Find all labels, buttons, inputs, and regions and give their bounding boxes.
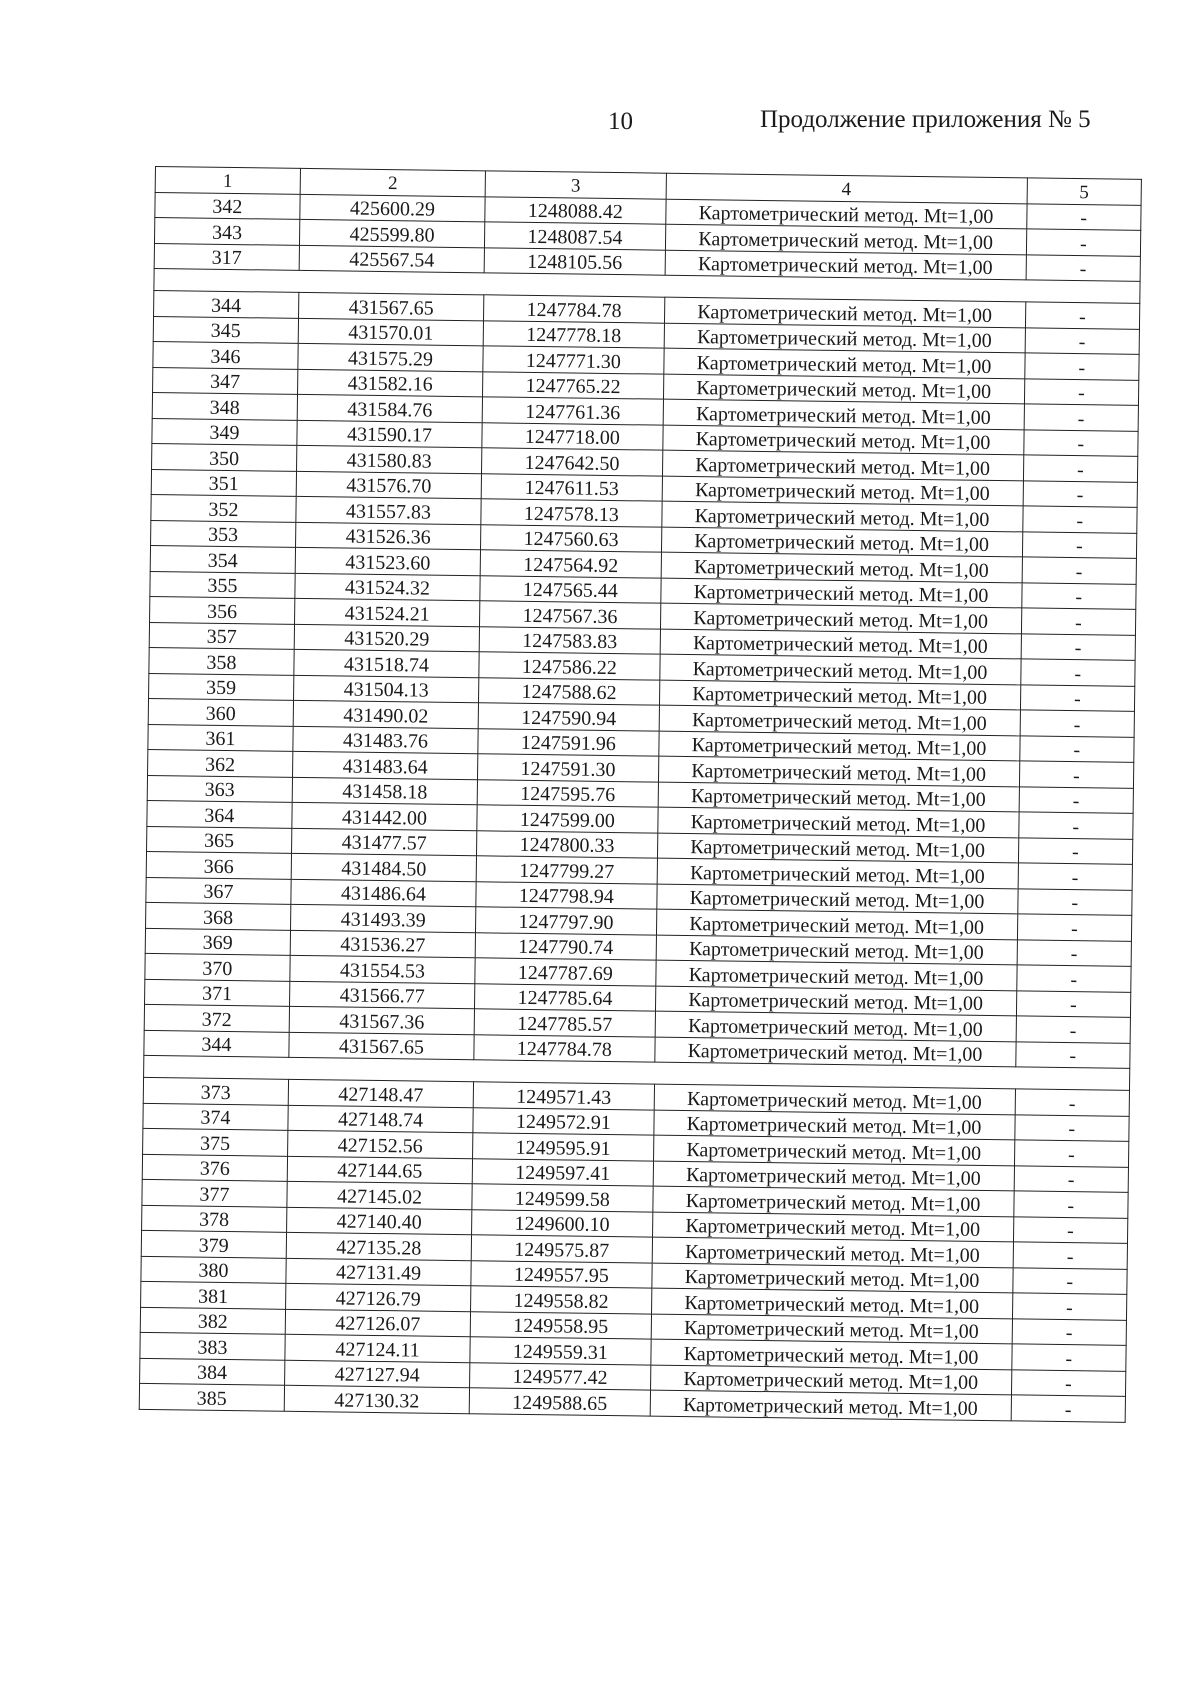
column-header-4: 4 (666, 173, 1027, 203)
x-coordinate-cell: 431590.17 (297, 420, 483, 448)
point-number-cell: 354 (150, 545, 295, 572)
description-cell: - (1013, 1242, 1128, 1269)
x-coordinate-cell: 427145.02 (287, 1181, 473, 1209)
y-coordinate-cell: 1247586.22 (479, 652, 660, 680)
description-cell: - (1021, 582, 1136, 609)
description-cell: - (1014, 1114, 1129, 1141)
method-cell: Картометрический метод. Mt=1,00 (662, 450, 1023, 480)
y-coordinate-cell: 1248088.42 (485, 196, 666, 224)
description-cell: - (1023, 455, 1138, 482)
y-coordinate-cell: 1247599.00 (477, 805, 658, 833)
method-cell: Картометрический метод. Mt=1,00 (655, 960, 1016, 990)
description-cell: - (1014, 1140, 1129, 1167)
point-number-cell: 348 (152, 392, 297, 419)
point-number-cell: 382 (140, 1307, 285, 1334)
x-coordinate-cell: 431584.76 (297, 394, 483, 422)
x-coordinate-cell: 425600.29 (300, 194, 486, 222)
description-cell: - (1025, 302, 1140, 329)
column-header-5: 5 (1027, 178, 1142, 205)
description-cell: - (1022, 506, 1137, 533)
point-number-cell: 365 (147, 826, 292, 853)
y-coordinate-cell: 1247784.78 (484, 295, 665, 323)
coordinates-table (139, 166, 1142, 1422)
method-cell: Картометрический метод. Mt=1,00 (657, 807, 1018, 837)
method-cell: Картометрический метод. Mt=1,00 (660, 603, 1021, 633)
description-cell: - (1024, 353, 1139, 380)
point-number-cell: 353 (151, 520, 296, 547)
x-coordinate-cell: 427144.65 (287, 1156, 473, 1184)
point-number-cell: 384 (140, 1358, 285, 1385)
point-number-cell: 358 (149, 647, 294, 674)
point-number-cell: 351 (151, 469, 296, 496)
description-cell: - (1016, 1016, 1131, 1043)
method-cell: Картометрический метод. Mt=1,00 (659, 680, 1020, 710)
point-number-cell: 357 (149, 622, 294, 649)
table-body (139, 192, 1141, 1422)
y-coordinate-cell: 1247611.53 (481, 473, 662, 501)
description-cell: - (1022, 557, 1137, 584)
x-coordinate-cell: 431518.74 (294, 649, 480, 677)
description-cell: - (1026, 203, 1141, 230)
x-coordinate-cell: 431567.65 (289, 1032, 475, 1060)
y-coordinate-cell: 1248087.54 (485, 222, 666, 250)
x-coordinate-cell: 425599.80 (299, 219, 485, 247)
point-number-cell: 346 (153, 341, 298, 368)
x-coordinate-cell: 431582.16 (297, 369, 483, 397)
description-cell: - (1011, 1344, 1126, 1371)
description-cell: - (1018, 837, 1133, 864)
y-coordinate-cell: 1247785.64 (475, 983, 656, 1011)
description-cell: - (1018, 812, 1133, 839)
method-cell: Картометрический метод. Mt=1,00 (651, 1314, 1012, 1344)
x-coordinate-cell: 427126.07 (285, 1309, 471, 1337)
x-coordinate-cell: 427152.56 (287, 1130, 473, 1158)
description-cell: - (1019, 761, 1134, 788)
y-coordinate-cell: 1247590.94 (478, 703, 659, 731)
description-cell: - (1021, 633, 1136, 660)
x-coordinate-cell: 431523.60 (295, 547, 481, 575)
x-coordinate-cell: 431486.64 (291, 879, 477, 907)
description-cell: - (1018, 863, 1133, 890)
point-number-cell: 366 (146, 851, 291, 878)
x-coordinate-cell: 431567.65 (298, 292, 484, 320)
x-coordinate-cell: 431554.53 (290, 955, 476, 983)
x-coordinate-cell: 427135.28 (286, 1232, 472, 1260)
description-cell: - (1023, 429, 1138, 456)
x-coordinate-cell: 431557.83 (296, 496, 482, 524)
method-cell: Картометрический метод. Mt=1,00 (660, 578, 1021, 608)
description-cell: - (1012, 1318, 1127, 1345)
x-coordinate-cell: 431580.83 (296, 445, 482, 473)
column-header-2: 2 (300, 168, 486, 196)
point-number-cell: 343 (154, 218, 299, 245)
x-coordinate-cell: 431493.39 (290, 904, 476, 932)
y-coordinate-cell: 1249575.87 (471, 1235, 652, 1263)
description-cell: - (1019, 786, 1134, 813)
point-number-cell: 368 (146, 902, 291, 929)
point-number-cell: 379 (141, 1230, 286, 1257)
point-number-cell: 371 (145, 979, 290, 1006)
x-coordinate-cell: 431570.01 (298, 318, 484, 346)
point-number-cell: 385 (139, 1383, 284, 1410)
x-coordinate-cell: 431524.21 (294, 598, 480, 626)
method-cell: Картометрический метод. Mt=1,00 (663, 348, 1024, 378)
point-number-cell: 364 (147, 800, 292, 827)
x-coordinate-cell: 431483.76 (293, 726, 479, 754)
method-cell: Картометрический метод. Mt=1,00 (664, 323, 1025, 353)
y-coordinate-cell: 1247785.57 (474, 1009, 655, 1037)
point-number-cell: 349 (152, 418, 297, 445)
y-coordinate-cell: 1247567.36 (480, 601, 661, 629)
y-coordinate-cell: 1247565.44 (480, 575, 661, 603)
y-coordinate-cell: 1247718.00 (482, 422, 663, 450)
method-cell: Картометрический метод. Mt=1,00 (659, 705, 1020, 735)
x-coordinate-cell: 431490.02 (293, 700, 479, 728)
x-coordinate-cell: 431520.29 (294, 624, 480, 652)
method-cell: Картометрический метод. Mt=1,00 (661, 501, 1022, 531)
method-cell: Картометрический метод. Mt=1,00 (663, 399, 1024, 429)
x-coordinate-cell: 427140.40 (286, 1207, 472, 1235)
column-header-1: 1 (155, 167, 300, 194)
method-cell: Картометрический метод. Mt=1,00 (658, 731, 1019, 761)
x-coordinate-cell: 427130.32 (284, 1385, 470, 1413)
method-cell: Картометрический метод. Mt=1,00 (663, 374, 1024, 404)
point-number-cell: 363 (147, 775, 292, 802)
description-cell: - (1012, 1293, 1127, 1320)
method-cell: Картометрический метод. Mt=1,00 (650, 1365, 1011, 1395)
y-coordinate-cell: 1247564.92 (480, 550, 661, 578)
method-cell: Картометрический метод. Mt=1,00 (662, 425, 1023, 455)
description-cell: - (1015, 1041, 1130, 1068)
method-cell: Картометрический метод. Mt=1,00 (660, 629, 1021, 659)
method-cell: Картометрический метод. Mt=1,00 (658, 782, 1019, 812)
x-coordinate-cell: 425567.54 (299, 245, 485, 273)
x-coordinate-cell: 427148.47 (288, 1079, 474, 1107)
description-cell: - (1011, 1369, 1126, 1396)
method-cell: Картометрический метод. Mt=1,00 (665, 199, 1026, 229)
y-coordinate-cell: 1247588.62 (479, 677, 660, 705)
description-cell: - (1015, 1089, 1130, 1116)
method-cell: Картометрический метод. Mt=1,00 (652, 1186, 1013, 1216)
y-coordinate-cell: 1247787.69 (475, 958, 656, 986)
point-number-cell: 355 (150, 571, 295, 598)
y-coordinate-cell: 1247797.90 (476, 907, 657, 935)
y-coordinate-cell: 1247578.13 (481, 499, 662, 527)
description-cell: - (1011, 1395, 1126, 1422)
method-cell: Картометрический метод. Mt=1,00 (665, 250, 1026, 280)
method-cell: Картометрический метод. Mt=1,00 (654, 1037, 1015, 1067)
point-number-cell: 372 (144, 1004, 289, 1031)
description-cell: - (1013, 1191, 1128, 1218)
description-cell: - (1020, 659, 1135, 686)
method-cell: Картометрический метод. Mt=1,00 (655, 1011, 1016, 1041)
method-cell: Картометрический метод. Mt=1,00 (656, 935, 1017, 965)
method-cell: Картометрический метод. Mt=1,00 (654, 1084, 1015, 1114)
x-coordinate-cell: 431477.57 (291, 828, 477, 856)
y-coordinate-cell: 1249588.65 (469, 1388, 650, 1416)
method-cell: Картометрический метод. Mt=1,00 (652, 1237, 1013, 1267)
x-coordinate-cell: 427148.74 (288, 1105, 474, 1133)
y-coordinate-cell: 1249595.91 (473, 1133, 654, 1161)
point-number-cell: 356 (150, 596, 295, 623)
y-coordinate-cell: 1249557.95 (471, 1260, 652, 1288)
description-cell: - (1014, 1165, 1129, 1192)
description-cell: - (1023, 480, 1138, 507)
point-number-cell: 361 (148, 724, 293, 751)
x-coordinate-cell: 431576.70 (296, 471, 482, 499)
description-cell: - (1024, 378, 1139, 405)
point-number-cell: 342 (155, 192, 300, 219)
description-cell: - (1017, 914, 1132, 941)
point-number-cell: 376 (142, 1154, 287, 1181)
y-coordinate-cell: 1247560.63 (481, 524, 662, 552)
method-cell: Картометрический метод. Mt=1,00 (657, 858, 1018, 888)
description-cell: - (1019, 735, 1134, 762)
method-cell: Картометрический метод. Mt=1,00 (656, 909, 1017, 939)
method-cell: Картометрический метод. Mt=1,00 (653, 1110, 1014, 1140)
y-coordinate-cell: 1249599.58 (472, 1184, 653, 1212)
y-coordinate-cell: 1248105.56 (484, 247, 665, 275)
description-cell: - (1016, 990, 1131, 1017)
method-cell: Картометрический метод. Mt=1,00 (658, 756, 1019, 786)
description-cell: - (1026, 229, 1141, 256)
x-coordinate-cell: 431536.27 (290, 930, 476, 958)
method-cell: Картометрический метод. Mt=1,00 (661, 527, 1022, 557)
description-cell: - (1016, 965, 1131, 992)
description-cell: - (1026, 254, 1141, 281)
description-cell: - (1012, 1267, 1127, 1294)
point-number-cell: 350 (152, 443, 297, 470)
y-coordinate-cell: 1249597.41 (472, 1158, 653, 1186)
method-cell: Картометрический метод. Mt=1,00 (652, 1212, 1013, 1242)
description-cell: - (1024, 404, 1139, 431)
y-coordinate-cell: 1247591.30 (478, 754, 659, 782)
point-number-cell: 381 (141, 1281, 286, 1308)
description-cell: - (1020, 684, 1135, 711)
y-coordinate-cell: 1249559.31 (470, 1337, 651, 1365)
description-cell: - (1017, 939, 1132, 966)
y-coordinate-cell: 1247761.36 (482, 397, 663, 425)
point-number-cell: 374 (143, 1103, 288, 1130)
method-cell: Картометрический метод. Mt=1,00 (662, 476, 1023, 506)
description-cell: - (1020, 710, 1135, 737)
y-coordinate-cell: 1249571.43 (473, 1082, 654, 1110)
point-number-cell: 370 (145, 953, 290, 980)
x-coordinate-cell: 431526.36 (295, 522, 481, 550)
x-coordinate-cell: 431575.29 (298, 343, 484, 371)
x-coordinate-cell: 427131.49 (286, 1258, 472, 1286)
point-number-cell: 347 (153, 367, 298, 394)
y-coordinate-cell: 1247591.96 (478, 728, 659, 756)
method-cell: Картометрический метод. Mt=1,00 (653, 1161, 1014, 1191)
point-number-cell: 383 (140, 1332, 285, 1359)
x-coordinate-cell: 431458.18 (292, 777, 478, 805)
y-coordinate-cell: 1247595.76 (477, 779, 658, 807)
point-number-cell: 380 (141, 1256, 286, 1283)
appendix-title: Продолжение приложения № 5 (760, 106, 1091, 133)
method-cell: Картометрический метод. Mt=1,00 (655, 986, 1016, 1016)
method-cell: Картометрический метод. Mt=1,00 (661, 552, 1022, 582)
method-cell: Картометрический метод. Mt=1,00 (650, 1390, 1011, 1420)
x-coordinate-cell: 427126.79 (285, 1283, 471, 1311)
point-number-cell: 344 (154, 290, 299, 317)
y-coordinate-cell: 1249577.42 (470, 1362, 651, 1390)
method-cell: Картометрический метод. Mt=1,00 (653, 1135, 1014, 1165)
description-cell: - (1013, 1216, 1128, 1243)
point-number-cell: 373 (143, 1077, 288, 1104)
y-coordinate-cell: 1249558.82 (471, 1286, 652, 1314)
y-coordinate-cell: 1247765.22 (483, 371, 664, 399)
method-cell: Картометрический метод. Mt=1,00 (651, 1288, 1012, 1318)
page-number: 10 (608, 108, 633, 135)
x-coordinate-cell: 431484.50 (291, 853, 477, 881)
point-number-cell: 352 (151, 494, 296, 521)
method-cell: Картометрический метод. Mt=1,00 (651, 1263, 1012, 1293)
description-cell: - (1022, 531, 1137, 558)
y-coordinate-cell: 1247790.74 (475, 932, 656, 960)
point-number-cell: 378 (142, 1205, 287, 1232)
x-coordinate-cell: 431566.77 (289, 981, 475, 1009)
column-header-3: 3 (485, 171, 666, 199)
point-number-cell: 317 (154, 243, 299, 270)
point-number-cell: 359 (149, 673, 294, 700)
y-coordinate-cell: 1247798.94 (476, 881, 657, 909)
x-coordinate-cell: 431483.64 (292, 751, 478, 779)
x-coordinate-cell: 431567.36 (289, 1006, 475, 1034)
method-cell: Картометрический метод. Mt=1,00 (659, 654, 1020, 684)
x-coordinate-cell: 427124.11 (285, 1334, 471, 1362)
y-coordinate-cell: 1247800.33 (477, 830, 658, 858)
x-coordinate-cell: 431504.13 (293, 675, 479, 703)
y-coordinate-cell: 1247583.83 (479, 626, 660, 654)
y-coordinate-cell: 1247642.50 (482, 448, 663, 476)
description-cell: - (1021, 608, 1136, 635)
point-number-cell: 375 (143, 1128, 288, 1155)
y-coordinate-cell: 1247778.18 (483, 320, 664, 348)
point-number-cell: 344 (144, 1030, 289, 1057)
point-number-cell: 367 (146, 877, 291, 904)
x-coordinate-cell: 431442.00 (292, 802, 478, 830)
description-cell: - (1017, 888, 1132, 915)
y-coordinate-cell: 1247784.78 (474, 1034, 655, 1062)
method-cell: Картометрический метод. Mt=1,00 (664, 297, 1025, 327)
method-cell: Картометрический метод. Mt=1,00 (665, 224, 1026, 254)
x-coordinate-cell: 431524.32 (295, 573, 481, 601)
y-coordinate-cell: 1247771.30 (483, 346, 664, 374)
point-number-cell: 360 (148, 698, 293, 725)
method-cell: Картометрический метод. Mt=1,00 (650, 1339, 1011, 1369)
y-coordinate-cell: 1247799.27 (476, 856, 657, 884)
y-coordinate-cell: 1249558.95 (470, 1311, 651, 1339)
point-number-cell: 345 (153, 316, 298, 343)
description-cell: - (1025, 327, 1140, 354)
point-number-cell: 377 (142, 1179, 287, 1206)
x-coordinate-cell: 427127.94 (284, 1360, 470, 1388)
method-cell: Картометрический метод. Mt=1,00 (657, 833, 1018, 863)
y-coordinate-cell: 1249600.10 (472, 1209, 653, 1237)
point-number-cell: 362 (148, 749, 293, 776)
point-number-cell: 369 (145, 928, 290, 955)
y-coordinate-cell: 1249572.91 (473, 1107, 654, 1135)
method-cell: Картометрический метод. Mt=1,00 (656, 884, 1017, 914)
